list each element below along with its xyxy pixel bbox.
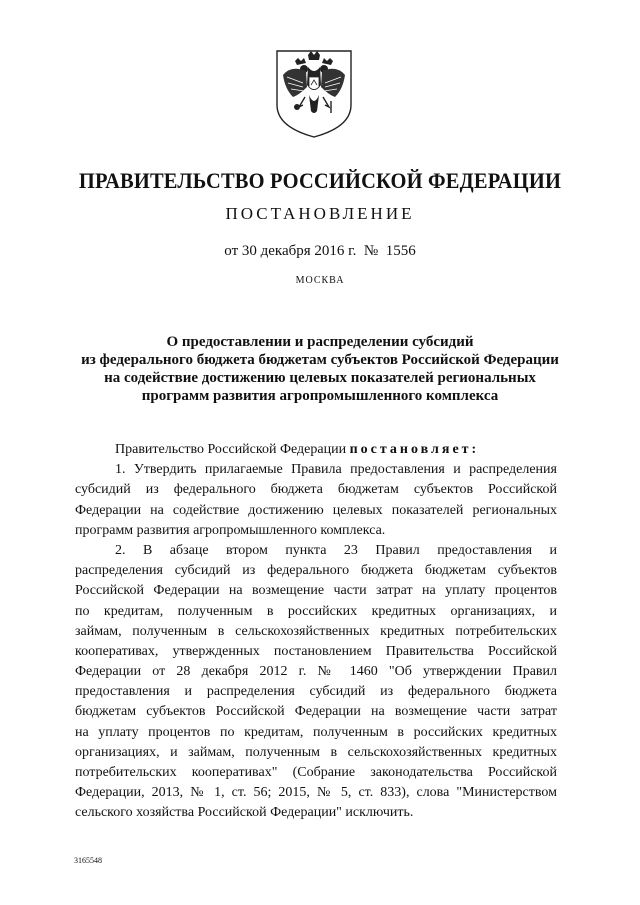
body-line: по кредитам, полученным в российских кредитных организациях, и <box>75 603 557 619</box>
document-code: 3165548 <box>74 856 102 865</box>
body-line: Федерации, 2013, № 1, ст. 56; 2015, № 5, ст. 833), слова "Министерством <box>75 785 557 801</box>
body-line: организациях, и займам, полученным в сельскохозяйственных кредитных <box>75 744 557 760</box>
decree-date-line <box>0 243 640 260</box>
body-line: программ развития агропромышленного комплекса. <box>75 522 386 538</box>
body-line: сельского хозяйства Российской Федерации" исключить. <box>75 805 414 821</box>
number-sign: № <box>363 243 379 259</box>
body-line: потребительских кооперативах" (Собрание законодательства Российской <box>75 765 557 780</box>
document-title <box>40 333 600 405</box>
body-line: 1. Утвердить прилагаемые Правила предоставления и распределения <box>115 462 557 478</box>
body-line: бюджетам субъектов Российской Федерации на возмещение части затрат <box>75 704 557 720</box>
preamble-spaced-verb: постановляет: <box>349 442 480 457</box>
body-line: Федерации на содействие достижению целевых показателей региональных <box>75 502 557 518</box>
title-line: на содействие достижению целевых показателей региональных <box>104 370 536 386</box>
body-line: Российской Федерации на возмещение части затрат на уплату процентов <box>75 583 557 599</box>
body-line: предоставления и распределения субсидий из федерального бюджета <box>75 684 557 700</box>
title-line: из федерального бюджета бюджетам субъектов Российской Федерации <box>81 352 559 368</box>
russian-coat-of-arms-icon <box>273 45 355 141</box>
body-line: Федерации от 28 декабря 2012 г. № 1460 "Об утверждении Правил <box>75 664 557 680</box>
document-body <box>75 440 557 824</box>
decree-type: ПОСТАНОВЛЕНИЕ <box>225 204 415 223</box>
city-name: МОСКВА <box>295 275 345 286</box>
title-line: О предоставлении и распределении субсидий <box>166 334 474 350</box>
title-line: программ развития агропромышленного комплекса <box>141 388 499 404</box>
body-line: субсидий из федерального бюджета бюджетам субъектов Российской <box>75 482 557 498</box>
body-line: займам, полученным в сельскохозяйственных кредитных потребительских <box>75 623 557 639</box>
date-prefix: от <box>224 243 239 259</box>
body-line: распределения субсидий из федерального бюджета бюджетам субъектов <box>75 563 557 579</box>
body-line: на уплату процентов по кредитам, полученным в российских кредитных <box>75 724 557 740</box>
preamble-text: Правительство Российской Федерации <box>115 442 347 457</box>
decree-date: 30 декабря 2016 г. <box>241 243 357 259</box>
government-name: ПРАВИТЕЛЬСТВО РОССИЙСКОЙ ФЕДЕРАЦИИ <box>78 168 562 193</box>
preamble <box>75 440 557 460</box>
body-line: 2. В абзаце втором пункта 23 Правил предоставления и <box>115 542 557 558</box>
decree-number: 1556 <box>385 243 416 259</box>
body-line: кооперативах, утвержденных постановлением Правительства Российской <box>75 643 557 659</box>
